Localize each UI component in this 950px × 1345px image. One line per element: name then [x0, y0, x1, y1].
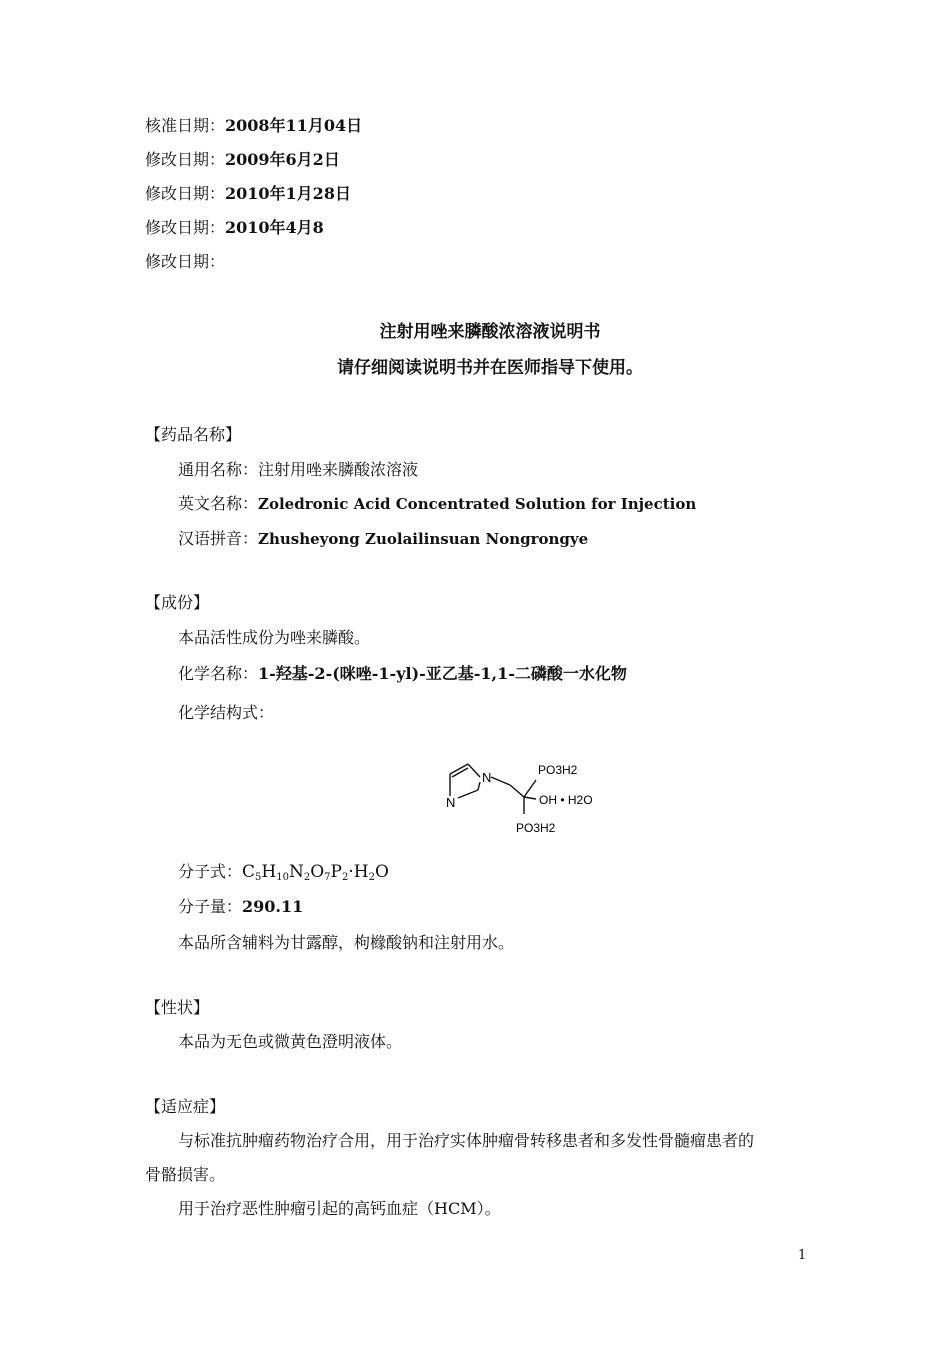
appearance-text: 本品为无色或微黄色澄明液体。	[178, 1032, 403, 1051]
page-number: 1	[798, 1248, 807, 1263]
revision-date-3: 修改日期：2010年4月8	[145, 218, 324, 237]
formula-value: $C_5H_{10}N_2O_7P_2\cdot H_2O$	[242, 862, 389, 883]
active-ingredient: 本品活性成份为唑来膦酸。	[178, 628, 371, 647]
indication-line-3: 用于治疗恶性肿瘤引起的高钙血症（HCM）。	[178, 1199, 501, 1218]
section-heading-indications: 【适应症】	[145, 1097, 226, 1116]
molecular-formula: 分子式：$C_5H_{10}N_2O_7P_2\cdot H_2O$	[178, 862, 389, 883]
structure-label: 化学结构式：	[178, 703, 275, 722]
structure-n2: N	[446, 795, 456, 810]
pinyin-name: 汉语拼音：Zhusheyong Zuolailinsuan Nongrongye	[178, 529, 589, 548]
molecular-weight: 分子量：290.11	[178, 897, 304, 916]
document-title: 注射用唑来膦酸浓溶液说明书	[379, 322, 601, 342]
structure-po3h2-bottom: PO3H2	[516, 821, 556, 835]
chemical-structure-diagram	[440, 752, 620, 842]
excipients: 本品所含辅料为甘露醇，枸橼酸钠和注射用水。	[178, 933, 515, 952]
indication-line-2: 骨骼损害。	[145, 1165, 226, 1184]
revision-date-4: 修改日期：	[145, 252, 226, 271]
generic-name: 通用名称：注射用唑来膦酸浓溶液	[178, 460, 419, 479]
chemical-name: 化学名称：1-羟基-2-(咪唑-1-yl)-亚乙基-1,1-二磷酸一水化物	[178, 664, 627, 683]
section-heading-drug-name: 【药品名称】	[145, 425, 242, 444]
document-subtitle: 请仔细阅读说明书并在医师指导下使用。	[337, 358, 643, 378]
indication-line-1: 与标准抗肿瘤药物治疗合用，用于治疗实体肿瘤骨转移患者和多发性骨髓瘤患者的	[178, 1131, 755, 1150]
approval-date: 核准日期：2008年11月04日	[145, 116, 363, 135]
structure-oh-water: OH • H2O	[539, 793, 593, 807]
structure-n1: N	[482, 770, 492, 785]
revision-date-1: 修改日期：2009年6月2日	[145, 150, 340, 169]
section-heading-composition: 【成份】	[145, 593, 210, 612]
english-name: 英文名称：Zoledronic Acid Concentrated Solution for Injection	[178, 494, 697, 513]
section-heading-appearance: 【性状】	[145, 998, 210, 1017]
structure-po3h2-top: PO3H2	[538, 763, 578, 777]
revision-date-2: 修改日期：2010年1月28日	[145, 184, 351, 203]
